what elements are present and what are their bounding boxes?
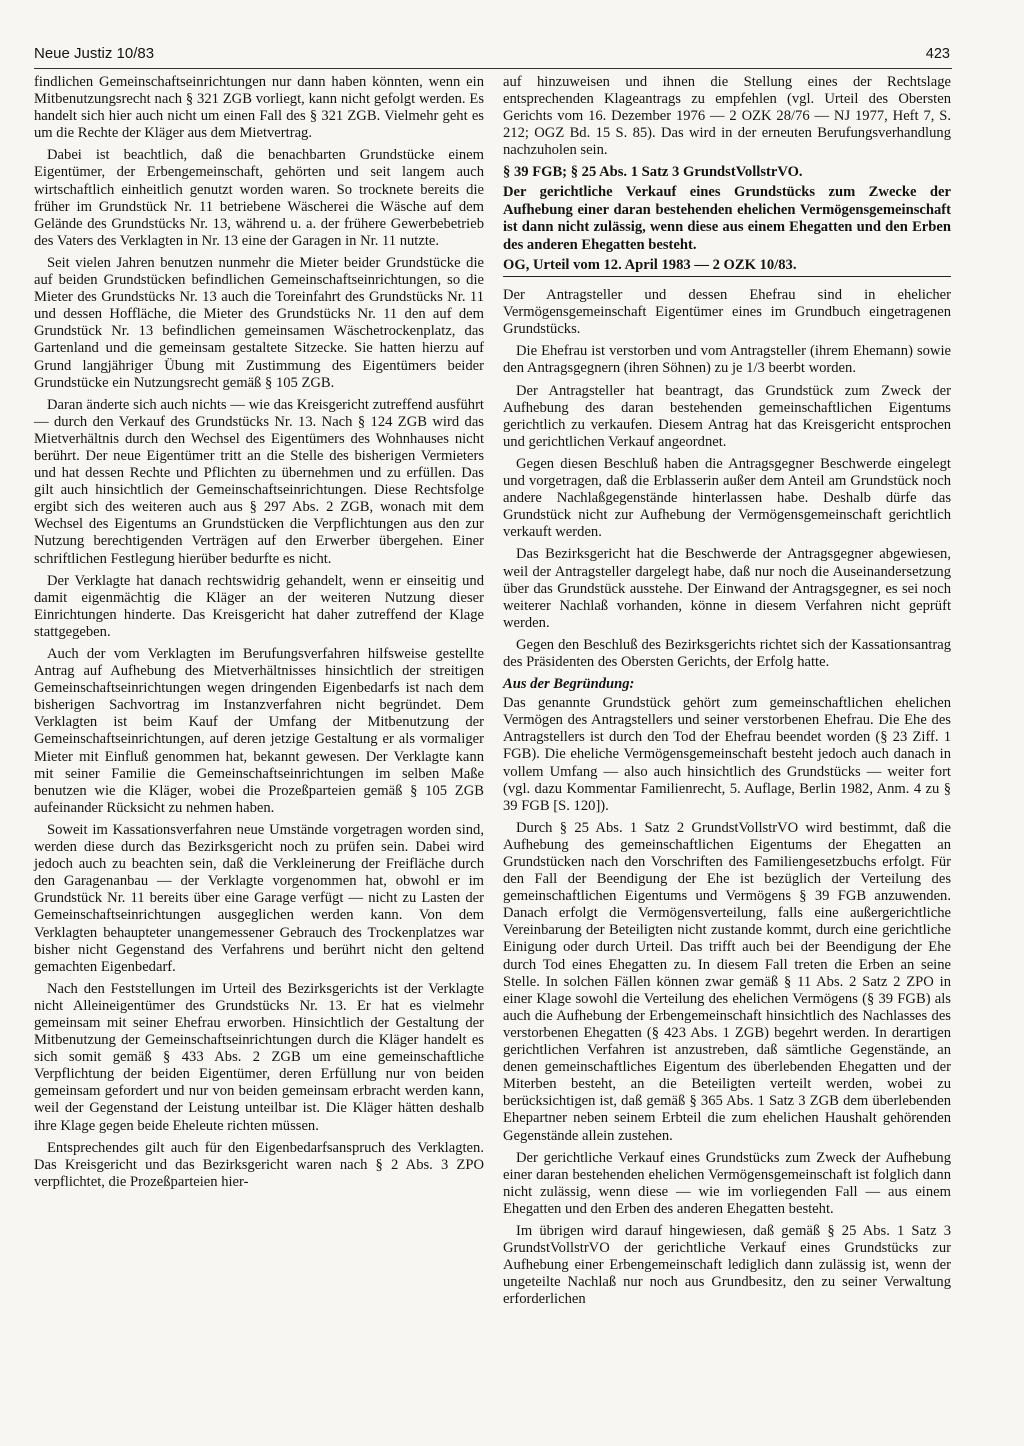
paragraph: Seit vielen Jahren benutzen nunmehr die Mieter beider Grundstücke die auf beiden Grundstücken befindlichen Gemeinschaftseinrichtungen, so die Mieter des Grundstücks Nr. 13 auch die Toreinfahrt des Grundstücks Nr. 11 und dessen Hoffläche, die Mieter des Grundstücks Nr. 11 den auf dem Grundstück Nr. 13 befindlichen gemeinsamen Wäschetrockenplatz, das Gartenland und die gemeinsam gestaltete Sitzecke. Sie hatten hierzu auf Grund langjähriger Übung mit Zustimmung des Eigentümers beider Grundstücke ein Nutzungsrecht gemäß § 105 ZGB. — [34, 254, 484, 391]
paragraph: Der Antragsteller hat beantragt, das Grundstück zum Zweck der Aufhebung des daran bestehenden gemeinschaftlichen Eigentums gerichtlich zu verkaufen. Diesem Antrag hat das Kreisgericht entsprochen und gerichtlichen Verkauf angeordnet. — [503, 382, 951, 450]
paragraph: Gegen den Beschluß des Bezirksgerichts richtet sich der Kassationsantrag des Präsidenten des Obersten Gerichts, der Erfolg hatte. — [503, 636, 951, 670]
paragraph: Das genannte Grundstück gehört zum gemeinschaftlichen ehelichen Vermögen des Antragstellers und seiner verstorbenen Ehefrau. Die Ehe des Antragstellers ist durch den Tod der Ehefrau beendet worden (§ 23 Ziff. 1 FGB). Die eheliche Vermögensgemeinschaft besteht jedoch auch danach in vollem Umfang — also auch hinsichtlich des Grundstücks — weiter fort (vgl. dazu Kommentar Familienrecht, 5. Auflage, Berlin 1982, Anm. 4 zu § 39 FGB [S. 120]). — [503, 695, 951, 814]
legal-headnote: Der gerichtliche Verkauf eines Grundstücks zum Zwecke der Aufhebung einer daran bestehenden ehelichen Vermögensgemeinschaft ist dann nicht zulässig, wenn diese aus einem Ehegatten und den Erben des anderen Ehegatten besteht. — [503, 184, 951, 253]
page-number: 423 — [925, 46, 950, 62]
statute-reference: § 39 FGB; § 25 Abs. 1 Satz 3 GrundstVollstrVO. — [503, 164, 803, 181]
right-column — [503, 74, 951, 1313]
paragraph: Das Bezirksgericht hat die Beschwerde der Antragsgegner abgewiesen, weil der Antragsteller dargelegt habe, daß nur noch die Auseinandersetzung über das Grundstück ausstehe. Der Einwand der Antragsgegner, es sei noch weiterer Nachlaß vorhanden, könne in diesem Verfahren nicht geprüft werden. — [503, 546, 951, 631]
paragraph: Der Antragsteller und dessen Ehefrau sind in ehelicher Vermögensgemeinschaft Eigentümer eines im Grundbuch eingetragenen Grundstücks. — [503, 287, 951, 338]
paragraph: Der gerichtliche Verkauf eines Grundstücks zum Zweck der Aufhebung einer daran bestehenden ehelichen Vermögensgemeinschaft ist folglich dann nicht zulässig, wenn diese — wie im vorliegenden Fall — aus einem Ehegatten und den Erben des anderen Ehegatten besteht. — [503, 1149, 951, 1217]
journal-title: Neue Justiz 10/83 — [34, 45, 155, 62]
paragraph: Gegen diesen Beschluß haben die Antragsgegner Beschwerde eingelegt und vorgetragen, daß die Erblasserin außer dem Anteil am Grundstück noch andere Nachlaßgegenstände hinterlassen habe. Deshalb dürfe das Grundstück nicht zur Aufhebung der Vermögensgemeinschaft gerichtlich verkauft werden. — [503, 455, 951, 541]
paragraph: Daran änderte sich auch nichts — wie das Kreisgericht zutreffend ausführt — durch den Verkauf des Grundstücks Nr. 13. Nach § 124 ZGB wird das Mietverhältnis durch den Wechsel des Eigentümers des Wohnhauses nicht berührt. Der neue Eigentümer tritt an die Stelle des bisherigen Vermieters und hat dessen Rechte und Pflichten zu übernehmen und zu erfüllen. Das gilt auch hinsichtlich der Gemeinschaftseinrichtungen. Diese Rechtsfolge ergibt sich des weiteren auch aus § 297 Abs. 2 ZGB, wonach mit dem Wechsel des Eigentums an Grundstücken die Verpflichtungen aus den zur Nutzung berechtigenden Verträgen auf den Erwerber übergehen. Einer schriftlichen Festlegung hierüber bedurfte es nicht. — [34, 396, 484, 567]
paragraph: Nach den Feststellungen im Urteil des Bezirksgerichts ist der Verklagte nicht Alleineigentümer des Grundstücks Nr. 13. Er hat es vielmehr gemeinsam mit seiner Ehefrau erworben. Hinsichtlich der Gestaltung der Mitbenutzung der Gemeinschaftseinrichtungen durch die Kläger handelt es sich somit gemäß § 433 Abs. 2 ZGB um eine gemeinschaftliche Verpflichtung der beiden Eigentümer, deren Erfüllung nur von beiden gemeinsam gefordert und nur von beiden gemeinsam erbracht werden kann, weil der Gegenstand der Leistung unteilbar ist. Die Kläger hätten deshalb ihre Klage gegen beide Eheleute richten müssen. — [34, 980, 484, 1134]
paragraph: Soweit im Kassationsverfahren neue Umstände vorgetragen worden sind, werden diese durch das Bezirksgericht noch zu prüfen sein. Dabei wird jedoch auch zu beachten sein, daß die Verkleinerung der Freifläche durch den Garagenanbau — der Verklagte vorgenommen hat, obwohl er im Grundstück Nr. 11 bereits über eine Garage verfügt — nicht zu Lasten der Gemeinschaftseinrichtungen ausgeglichen werden kann. Von dem Verklagten behaupteter unangemessener Gebrauch des Trockenplatzes war bisher nicht Gegenstand des Verfahrens und berührt nicht den geltend gemachten Eigenbedarf. — [34, 821, 484, 975]
paragraph: Entsprechendes gilt auch für den Eigenbedarfsanspruch des Verklagten. Das Kreisgericht und das Bezirksgericht waren nach § 2 Abs. 3 ZPO verpflichtet, die Prozeßparteien hier- — [34, 1139, 484, 1190]
paragraph: Im übrigen wird darauf hingewiesen, daß gemäß § 25 Abs. 1 Satz 3 GrundstVollstrVO der gerichtliche Verkauf eines Grundstücks zur Aufhebung einer Erbengemeinschaft lediglich dann zulässig ist, wenn der ungeteilte Nachlaß nur noch aus Grundbesitz, den zu seiner Verwaltung erforderlichen — [503, 1222, 951, 1308]
judgment-reference: OG, Urteil vom 12. April 1983 — 2 OZK 10/83. — [503, 257, 951, 277]
paragraph: Durch § 25 Abs. 1 Satz 2 GrundstVollstrVO wird bestimmt, daß die Aufhebung des gemeinschaftlichen Eigentums der Ehegatten an Grundstücken nach den Vorschriften des Familiengesetzbuchs erfolgt. Für den Fall der Beendigung der Ehe ist bezüglich der Verteilung des gemeinschaftlichen Eigentums und Vermögens § 39 FGB anzuwenden. Danach erfolgt die Vermögensverteilung, falls eine außergerichtliche Vereinbarung der Beteiligten nicht zustande kommt, durch eine gerichtliche Einigung oder durch Urteil. Das trifft auch bei der Beendigung der Ehe durch Tod eines Ehegatten zu. In diesem Fall treten die Erben an seine Stelle. In solchen Fällen können zwar gemäß § 11 Abs. 2 Satz 2 ZPO in einer Klage sowohl die Verteilung des ehelichen Vermögens (§ 39 FGB) als auch die Aufhebung der Erbengemeinschaft hinsichtlich des Nachlasses des verstorbenen Ehegatten (§ 423 Abs. 1 ZGB) begehrt werden. In derartigen gerichtlichen Verfahren ist anzustreben, daß sämtliche Gegenstände, an denen gemeinschaftliches Eigentum des überlebenden Ehegatten und der Miterben besteht, an die Beteiligten verteilt werden, wobei zu berücksichtigen ist, daß gemäß § 365 Abs. 1 Satz 3 ZGB dem überlebenden Ehepartner neben seinem Erbteil die zum ehelichen Haushalt gehörenden Gegenstände allein zustehen. — [503, 819, 951, 1144]
left-column — [34, 74, 484, 1196]
section-subheading: Aus der Begründung: — [503, 676, 635, 693]
paragraph: auf hinzuweisen und ihnen die Stellung eines der Rechtslage entsprechenden Klageantrags zu empfehlen (vgl. Urteil des Obersten Gerichts vom 16. Dezember 1976 — 2 OZK 28/76 — NJ 1977, Heft 7, S. 212; OGZ Bd. 15 S. 85). Das wird in der erneuten Berufungsverhandlung nachzuholen sein. — [503, 74, 951, 159]
paragraph: Die Ehefrau ist verstorben und vom Antragsteller (ihrem Ehemann) sowie den Antragsgegnern (ihren Söhnen) zu je 1/3 beerbt worden. — [503, 343, 951, 377]
paragraph: Der Verklagte hat danach rechtswidrig gehandelt, wenn er einseitig und damit eigenmächtig die Kläger an der weiteren Nutzung dieser Einrichtungen hinderte. Das Kreisgericht hat daher zutreffend der Klage stattgegeben. — [34, 572, 484, 640]
paragraph: Dabei ist beachtlich, daß die benachbarten Grundstücke einem Eigentümer, der Erbengemeinschaft, gehörten und seit langem auch wirtschaftlich einheitlich genutzt worden waren. So trocknete bereits die früher im Grundstück Nr. 11 betriebene Wäscherei die Wäsche auf dem Gelände des Grundstücks Nr. 13, während u. a. der frühere Gewerbebetrieb des Vaters des Verklagten in Nr. 13 eine der Garagen in Nr. 11 nutzte. — [34, 147, 484, 249]
page-header — [34, 44, 952, 69]
paragraph: Auch der vom Verklagten im Berufungsverfahren hilfsweise gestellte Antrag auf Aufhebung des Mietverhältnisses hinsichtlich der streitigen Gemeinschaftseinrichtungen wegen dringenden Eigenbedarfs ist nach dem bisherigen Sachvortrag im Instanzverfahren nicht begründet. Dem Verklagten ist beim Kauf der Umfang der Mitbenutzung der Gemeinschaftseinrichtungen, auf deren jetzige Gestaltung er als vormaliger Mieter mit Einfluß genommen hat, bekannt gewesen. Der Verklagte kann mit seiner Familie die Gemeinschaftseinrichtungen im selben Maße benutzen wie die Kläger, wobei die Prozeßparteien gemäß § 105 ZGB aufeinander Rücksicht zu nehmen haben. — [34, 646, 484, 816]
paragraph: findlichen Gemeinschaftseinrichtungen nur dann haben könnten, wenn ein Mitbenutzungsrecht nach § 321 ZGB vorliegt, kann nicht gefolgt werden. Es handelt sich hier auch nicht um einen Fall des § 321 ZGB. Vielmehr geht es um die Rechte der Kläger aus dem Mietvertrag. — [34, 74, 484, 142]
